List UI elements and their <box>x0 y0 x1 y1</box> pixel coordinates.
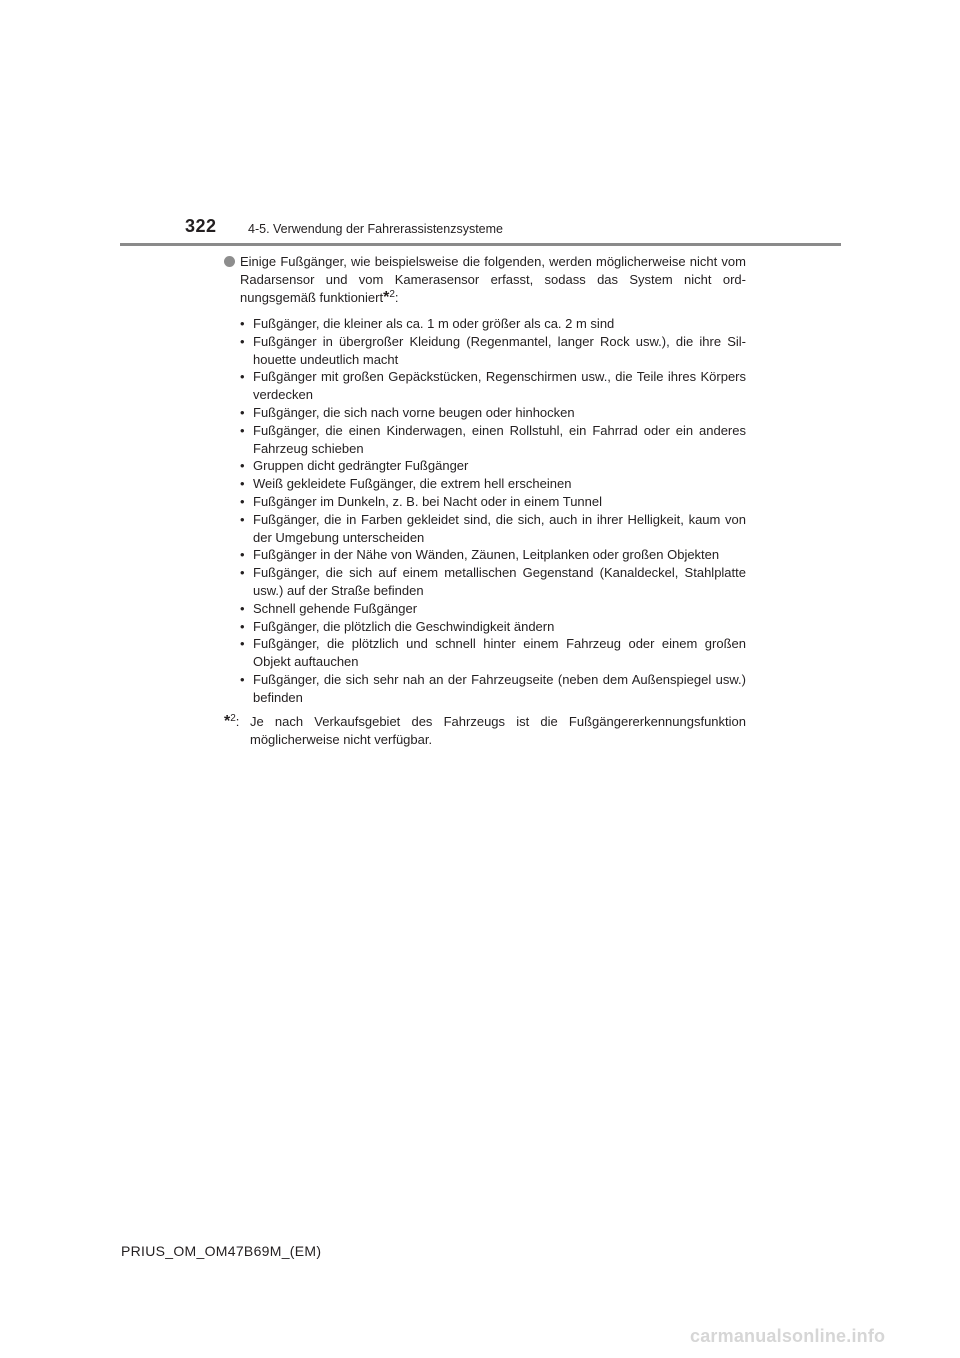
list-item: • Gruppen dicht gedrängter Fußgänger <box>240 457 746 475</box>
intro-text: Einige Fußgänger, wie beispielsweise die folgenden, werden möglicherweise nicht vom Radarsensor und vom Kamerasensor erfasst, sodass das System nicht ordnungsgemäß funktioniert <box>240 254 746 305</box>
list-item: • Fußgänger in der Nähe von Wänden, Zäunen, Leitplanken oder großen Objekten <box>240 546 746 564</box>
list-item: • Fußgänger, die plötzlich die Geschwindigkeit ändern <box>240 618 746 636</box>
list-item: • Weiß gekleidete Fußgänger, die extrem hell erscheinen <box>240 475 746 493</box>
header-divider <box>120 243 841 246</box>
document-code: PRIUS_OM_OM47B69M_(EM) <box>121 1243 322 1259</box>
list-item: • Fußgänger, die sich auf einem metallischen Gegenstand (Kanaldeckel, Stahlplatte usw.) auf der Straße befinden <box>240 564 746 600</box>
main-content <box>224 253 746 749</box>
page-header <box>0 0 960 250</box>
list-item: • Fußgänger, die in Farben gekleidet sind, die sich, auch in ihrer Helligkeit, kaum von der Umgebung unterscheiden <box>240 511 746 547</box>
footnote-marker <box>224 713 239 731</box>
footnote <box>224 713 746 749</box>
list-item: • Fußgänger mit großen Gepäckstücken, Regenschirmen usw., die Teile ihres Körpers verdecken <box>240 368 746 404</box>
list-item: • Fußgänger, die sich nach vorne beugen oder hinhocken <box>240 404 746 422</box>
page-number: 322 <box>185 216 217 236</box>
footnote-colon: : <box>235 713 240 729</box>
pedestrian-list <box>224 315 746 707</box>
footnote-ref: 2 <box>389 289 395 300</box>
list-item: • Fußgänger, die kleiner als ca. 1 m oder größer als ca. 2 m sind <box>240 315 746 333</box>
list-item: • Fußgänger, die sich sehr nah an der Fahrzeugseite (neben dem Außenspiegel usw.) befinden <box>240 671 746 707</box>
footnote-number: 2 <box>230 712 236 724</box>
list-item: • Fußgänger im Dunkeln, z. B. bei Nacht oder in einem Tunnel <box>240 493 746 511</box>
footnote-star-icon: * <box>383 289 390 306</box>
list-item: • Schnell gehende Fußgänger <box>240 600 746 618</box>
footnote-text: Je nach Verkaufsgebiet des Fahrzeugs ist die Fußgängererkennungsfunktion möglicherweise nicht verfügbar. <box>250 713 746 747</box>
list-item: • Fußgänger, die einen Kinderwagen, einen Rollstuhl, ein Fahrrad oder ein anderes Fahrzeug schieben <box>240 422 746 458</box>
section-title: 4-5. Verwendung der Fahrerassistenzsysteme <box>248 222 503 236</box>
list-item: • Fußgänger in übergroßer Kleidung (Regenmantel, langer Rock usw.), die ihre Silhouette undeutlich macht <box>240 333 746 369</box>
bullet-circle-icon <box>224 256 235 267</box>
footnote-star-icon: * <box>224 712 231 730</box>
intro-paragraph <box>224 253 746 307</box>
intro-colon: : <box>394 290 399 305</box>
list-item: • Fußgänger, die plötzlich und schnell hinter einem Fahrzeug oder einem großen Objekt auftauchen <box>240 635 746 671</box>
watermark: carmanualsonline.info <box>690 1326 886 1346</box>
